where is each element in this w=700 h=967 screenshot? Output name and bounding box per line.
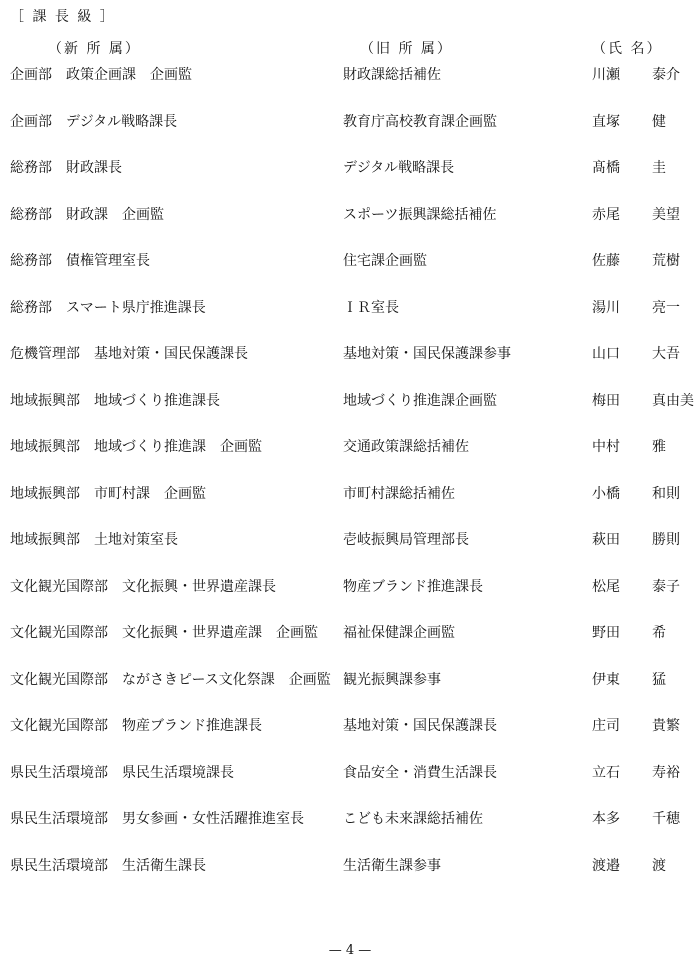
surname-cell: 梅田 <box>592 392 620 409</box>
table-row <box>0 624 700 670</box>
new-affiliation-cell: 文化観光国際部 物産ブランド推進課長 <box>10 718 262 734</box>
table-row <box>0 438 700 484</box>
surname-cell: 赤尾 <box>592 206 620 223</box>
old-affiliation-cell: 壱岐振興局管理部長 <box>343 532 469 548</box>
surname-cell: 髙橋 <box>592 160 620 176</box>
table-row <box>0 531 700 577</box>
table-row <box>0 113 700 159</box>
header-old-affiliation: （旧 所 属） <box>360 41 453 57</box>
surname-cell: 佐藤 <box>592 253 620 269</box>
table-row <box>0 578 700 624</box>
old-affiliation-cell: 地域づくり推進課企画監 <box>343 392 497 409</box>
table-row <box>0 485 700 531</box>
new-affiliation-cell: 地域振興部 地域づくり推進課長 <box>10 392 220 409</box>
new-affiliation-cell: 県民生活環境部 生活衛生課長 <box>10 857 206 874</box>
old-affiliation-cell: 基地対策・国民保護課参事 <box>343 346 511 362</box>
old-affiliation-cell: 財政課総括補佐 <box>343 67 441 83</box>
table-row <box>0 159 700 205</box>
old-affiliation-cell: 住宅課企画監 <box>343 253 427 269</box>
given-name-cell: 希 <box>652 625 666 641</box>
table-row <box>0 671 700 717</box>
surname-cell: 庄司 <box>592 718 620 734</box>
given-name-cell: 荒樹 <box>652 253 680 269</box>
old-affiliation-cell: 教育庁高校教育課企画監 <box>343 113 497 130</box>
given-name-cell: 勝則 <box>652 532 680 548</box>
new-affiliation-cell: 企画部 デジタル戦略課長 <box>10 113 178 130</box>
given-name-cell: 泰介 <box>652 67 680 83</box>
old-affiliation-cell: 交通政策課総括補佐 <box>343 439 469 455</box>
table-row <box>0 252 700 298</box>
given-name-cell: 美望 <box>652 206 680 223</box>
surname-cell: 直塚 <box>592 113 620 130</box>
old-affiliation-cell: 物産ブランド推進課長 <box>343 578 483 595</box>
page-number: — 4 — <box>328 943 372 958</box>
given-name-cell: 貴繁 <box>652 718 680 734</box>
table-row <box>0 345 700 391</box>
table-row <box>0 717 700 763</box>
table-row <box>0 810 700 856</box>
table-row <box>0 857 700 903</box>
new-affiliation-cell: 危機管理部 基地対策・国民保護課長 <box>10 346 248 362</box>
given-name-cell: 寿裕 <box>652 764 680 781</box>
old-affiliation-cell: デジタル戦略課長 <box>343 160 455 176</box>
old-affiliation-cell: 観光振興課参事 <box>343 671 441 688</box>
surname-cell: 萩田 <box>592 532 620 548</box>
new-affiliation-cell: 県民生活環境部 男女参画・女性活躍推進室長 <box>10 811 304 827</box>
new-affiliation-cell: 総務部 財政課 企画監 <box>10 206 164 223</box>
new-affiliation-cell: 地域振興部 地域づくり推進課 企画監 <box>10 439 262 455</box>
table-row <box>0 299 700 345</box>
surname-cell: 小橋 <box>592 485 620 502</box>
table-row <box>0 764 700 810</box>
new-affiliation-cell: 企画部 政策企画課 企画監 <box>10 67 192 83</box>
given-name-cell: 雅 <box>652 439 666 455</box>
old-affiliation-cell: こども未来課総括補佐 <box>343 811 483 827</box>
given-name-cell: 泰子 <box>652 578 680 595</box>
surname-cell: 野田 <box>592 625 620 641</box>
given-name-cell: 健 <box>652 113 666 130</box>
surname-cell: 松尾 <box>592 578 620 595</box>
new-affiliation-cell: 県民生活環境部 県民生活環境課長 <box>10 764 234 781</box>
old-affiliation-cell: ＩＲ室長 <box>343 299 399 316</box>
table-row <box>0 66 700 112</box>
old-affiliation-cell: 食品安全・消費生活課長 <box>343 764 497 781</box>
surname-cell: 渡邉 <box>592 857 620 874</box>
given-name-cell: 圭 <box>652 160 666 176</box>
table-row <box>0 392 700 438</box>
new-affiliation-cell: 総務部 財政課長 <box>10 160 122 176</box>
new-affiliation-cell: 総務部 債権管理室長 <box>10 253 150 269</box>
header-name: （氏 名） <box>592 41 663 57</box>
old-affiliation-cell: 基地対策・国民保護課長 <box>343 718 497 734</box>
new-affiliation-cell: 文化観光国際部 ながさきピース文化祭課 企画監 <box>10 671 331 688</box>
new-affiliation-cell: 文化観光国際部 文化振興・世界遺産課 企画監 <box>10 625 318 641</box>
old-affiliation-cell: スポーツ振興課総括補佐 <box>343 206 497 223</box>
surname-cell: 本多 <box>592 811 620 827</box>
given-name-cell: 渡 <box>652 857 666 874</box>
given-name-cell: 和則 <box>652 485 680 502</box>
given-name-cell: 大吾 <box>652 346 680 362</box>
new-affiliation-cell: 総務部 スマート県庁推進課長 <box>10 299 206 316</box>
table-row <box>0 206 700 252</box>
given-name-cell: 亮一 <box>652 299 680 316</box>
surname-cell: 立石 <box>592 764 620 781</box>
surname-cell: 伊東 <box>592 671 620 688</box>
given-name-cell: 真由美 <box>652 392 694 409</box>
new-affiliation-cell: 地域振興部 市町村課 企画監 <box>10 485 206 502</box>
given-name-cell: 千穂 <box>652 811 680 827</box>
new-affiliation-cell: 文化観光国際部 文化振興・世界遺産課長 <box>10 578 276 595</box>
given-name-cell: 猛 <box>652 671 666 688</box>
surname-cell: 山口 <box>592 346 620 362</box>
header-new-affiliation: （新 所 属） <box>48 41 141 57</box>
surname-cell: 湯川 <box>592 299 620 316</box>
surname-cell: 川瀬 <box>592 67 620 83</box>
old-affiliation-cell: 生活衛生課参事 <box>343 857 441 874</box>
old-affiliation-cell: 福祉保健課企画監 <box>343 625 455 641</box>
surname-cell: 中村 <box>592 439 620 455</box>
new-affiliation-cell: 地域振興部 土地対策室長 <box>10 532 178 548</box>
section-title: ［ 課 長 級 ］ <box>10 9 116 25</box>
old-affiliation-cell: 市町村課総括補佐 <box>343 485 455 502</box>
